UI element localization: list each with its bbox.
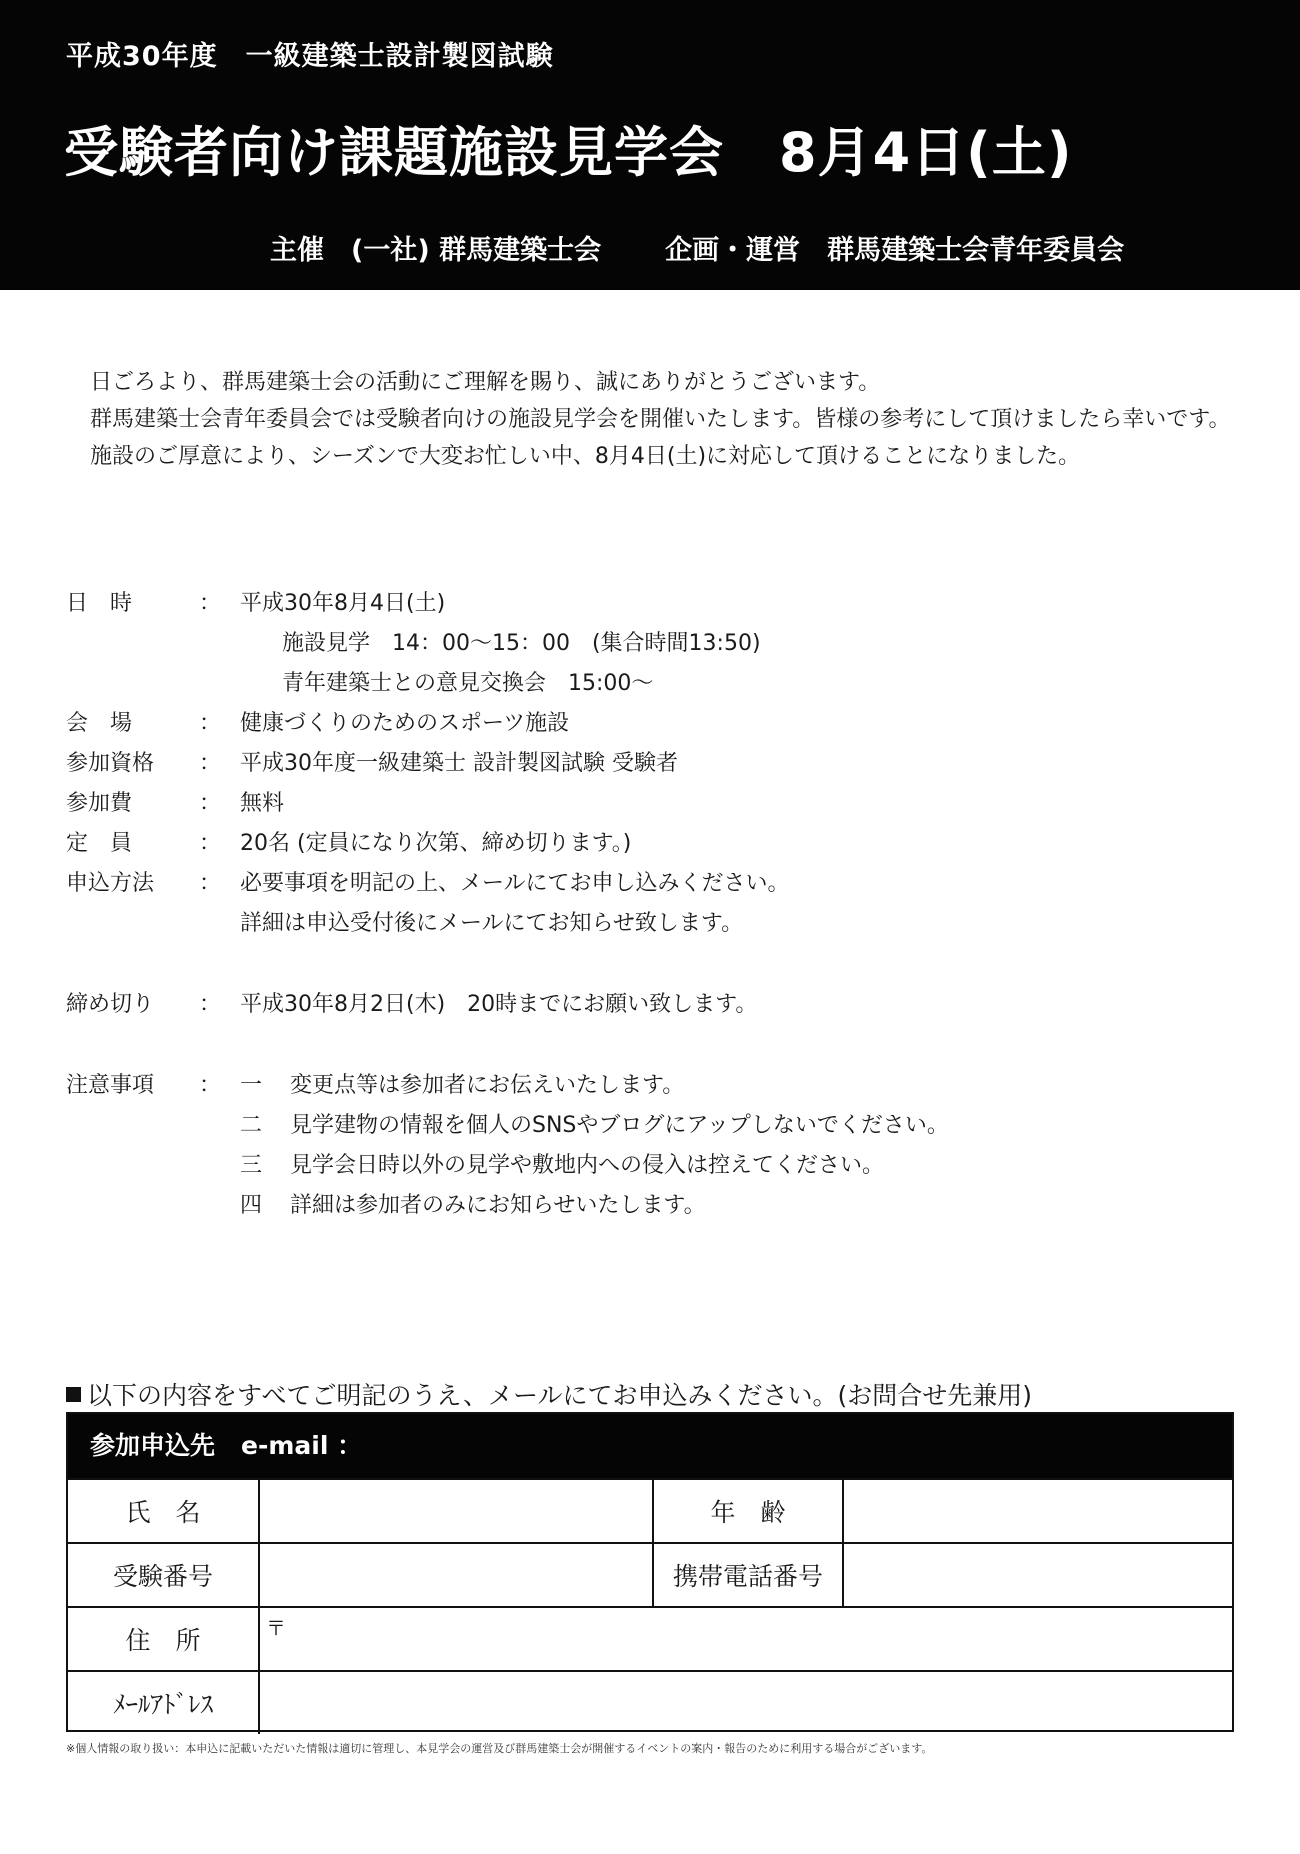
detail-colon: ： <box>198 591 221 616</box>
note-number: 四 <box>240 1193 263 1218</box>
detail-colon: ： <box>198 751 221 776</box>
note-text: 変更点等は参加者にお伝えいたします。 <box>290 1073 685 1098</box>
detail-colon: ： <box>198 791 221 816</box>
note-text: 見学建物の情報を個人のSNSやブログにアップしないでください。 <box>290 1113 949 1138</box>
privacy-note: ※個人情報の取り扱い：本申込に記載いただいた情報は適切に管理し、本見学会の運営及び群馬建築士会が開催するイベントの案内・報告のために利用する場合がございます。 <box>66 1742 933 1755</box>
note-item <box>66 1186 1236 1226</box>
note-item <box>240 1066 1236 1106</box>
detail-method <box>66 864 1236 904</box>
note-number: 一 <box>240 1073 263 1098</box>
detail-value: 20名 (定員になり次第、締め切ります。) <box>240 831 632 856</box>
detail-label: 参加費 <box>66 791 133 816</box>
form-row-exam <box>68 1542 1232 1606</box>
form-row-name <box>68 1478 1232 1542</box>
page-title: 受験者向け課題施設見学会 8月4日(土) <box>64 121 1073 184</box>
detail-label: 締め切り <box>66 992 155 1017</box>
email-field[interactable] <box>258 1672 1232 1734</box>
note-text: 見学会日時以外の見学や敷地内への侵入は控えてください。 <box>290 1153 885 1178</box>
detail-notes <box>66 1066 1236 1106</box>
detail-deadline <box>66 985 1236 1025</box>
name-label: 氏 名 <box>125 1498 201 1527</box>
detail-label: 注意事項 <box>66 1073 155 1098</box>
detail-colon: ： <box>198 1073 221 1098</box>
address-label: 住 所 <box>125 1626 201 1655</box>
detail-label: 申込方法 <box>66 871 155 896</box>
age-field[interactable] <box>842 1480 1232 1542</box>
header-banner <box>0 0 1300 290</box>
intro-paragraph: 施設のご厚意により、シーズンで大変お忙しい中、8月4日(土)に対応して頂けることになりました。 <box>90 444 1081 469</box>
detail-label: 会 場 <box>66 711 133 736</box>
age-label: 年 齢 <box>652 1480 842 1542</box>
organizer: 主催 (一社) 群馬建築士会 <box>270 235 602 266</box>
intro-text <box>66 364 1236 475</box>
note-number: 二 <box>240 1113 263 1138</box>
event-details <box>66 584 1236 1226</box>
form-heading <box>66 1376 1032 1412</box>
detail-value: 健康づくりのためのスポーツ施設 <box>240 711 570 736</box>
exam-number-label: 受験番号 <box>112 1562 213 1591</box>
form-bar-label: 参加申込先 <box>90 1431 216 1460</box>
detail-fee <box>66 784 1236 824</box>
address-field[interactable] <box>258 1608 1232 1670</box>
detail-label: 日 時 <box>66 591 133 616</box>
detail-label: 定 員 <box>66 831 133 856</box>
mobile-field[interactable] <box>842 1544 1232 1606</box>
detail-value: 平成30年8月2日(木) 20時までにお願い致します。 <box>240 992 758 1017</box>
exam-number-field[interactable] <box>258 1544 652 1606</box>
postal-mark: 〒 <box>266 1616 286 1640</box>
intro-paragraph: 群馬建築士会青年委員会では受験者向けの施設見学会を開催いたします。皆様の参考にして頂けましたら幸いです。 <box>90 407 1231 432</box>
detail-value: 平成30年8月4日(土) <box>240 591 446 616</box>
mobile-label: 携帯電話番号 <box>652 1544 842 1606</box>
note-item <box>66 1106 1236 1146</box>
square-bullet-icon <box>66 1387 81 1402</box>
exam-subtitle: 平成30年度 一級建築士設計製図試験 <box>66 41 554 72</box>
operator: 企画・運営 群馬建築士会青年委員会 <box>665 235 1125 266</box>
detail-colon: ： <box>198 711 221 736</box>
form-row-address <box>68 1606 1232 1670</box>
form-bar-email: e-mail ： <box>241 1431 363 1460</box>
form-header-bar <box>68 1414 1232 1478</box>
note-text: 詳細は参加者のみにお知らせいたします。 <box>290 1193 706 1218</box>
form-row-email <box>68 1670 1232 1734</box>
detail-colon: ： <box>198 871 221 896</box>
detail-capacity <box>66 824 1236 864</box>
intro-paragraph: 日ごろより、群馬建築士会の活動にご理解を賜り、誠にありがとうございます。 <box>90 370 881 395</box>
form-heading-text: 以下の内容をすべてご明記のうえ、メールにてお申込みください。(お問合せ先兼用) <box>87 1381 1033 1410</box>
detail-datetime <box>66 584 1236 624</box>
note-number: 三 <box>240 1153 263 1178</box>
detail-colon: ： <box>198 992 221 1017</box>
detail-value: 平成30年度一級建築士 設計製図試験 受験者 <box>240 751 678 776</box>
detail-value: 必要事項を明記の上、メールにてお申し込みください。 <box>240 871 790 896</box>
email-label: ﾒｰﾙｱﾄﾞﾚｽ <box>112 1690 213 1719</box>
detail-venue <box>66 704 1236 744</box>
application-form <box>66 1412 1234 1732</box>
detail-eligibility <box>66 744 1236 784</box>
detail-value: 無料 <box>240 791 285 816</box>
detail-colon: ： <box>198 831 221 856</box>
name-field[interactable] <box>258 1480 652 1542</box>
note-item <box>66 1146 1236 1186</box>
organizer-line <box>270 228 1124 267</box>
detail-exchange-time: 青年建築士との意見交換会 15:00～ <box>282 671 654 696</box>
detail-label: 参加資格 <box>66 751 155 776</box>
detail-tour-time: 施設見学 14：00～15：00 (集合時間13:50) <box>282 631 761 656</box>
detail-method-followup: 詳細は申込受付後にメールにてお知らせ致します。 <box>240 911 744 936</box>
